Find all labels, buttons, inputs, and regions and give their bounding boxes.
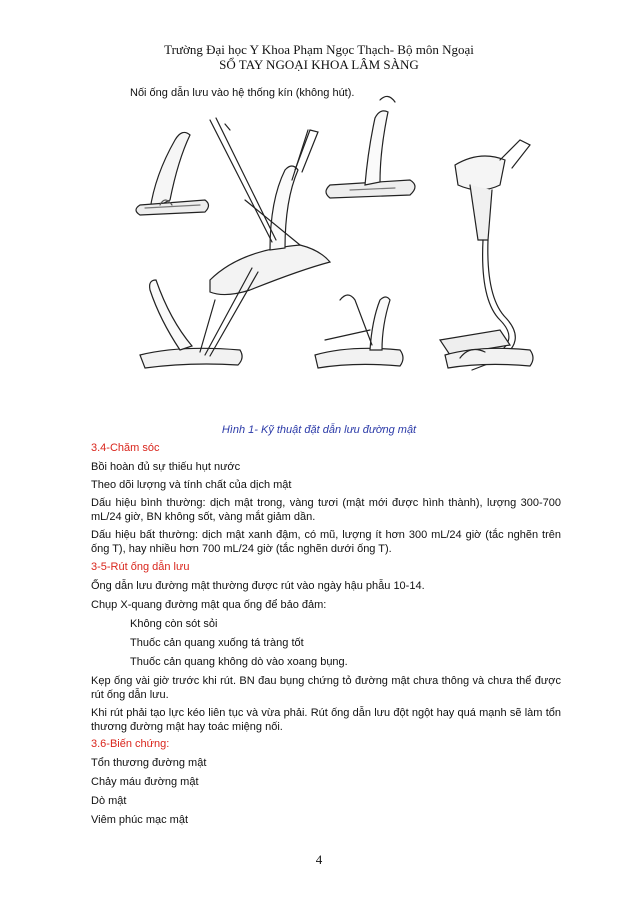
care-item-1: Bồi hoàn đủ sự thiếu hụt nước: [91, 461, 241, 473]
care-item-3: Dấu hiệu bình thường: dịch mật trong, vàng tươi (mật mới được hình thành), lượng 300-700 mL/24 giờ, BN không sốt, vàng mắt giảm dần.: [91, 497, 561, 523]
header-school: Trường Đại học Y Khoa Phạm Ngọc Thạch- Bộ môn Ngoại: [164, 42, 474, 57]
heading-complications: 3.6-Biến chứng:: [91, 738, 170, 750]
removal-item-3: Kẹp ống vài giờ trước khi rút. BN đau bụng chứng tỏ đường mật chưa thông và chưa thể được rút ống dẫn lưu.: [91, 675, 561, 701]
removal-sub-item-2: Thuốc cản quang xuống tá tràng tốt: [130, 637, 304, 649]
removal-item-2: Chụp X-quang đường mật qua ống để bảo đảm:: [91, 599, 327, 611]
removal-sub-item-3: Thuốc cản quang không dò vào xoang bụng.: [130, 656, 348, 668]
panel-tube-in-duct-1: [136, 132, 209, 215]
panel-tube-in-duct-final: [445, 348, 533, 368]
removal-item-4: Khi rút phải tạo lực kéo liên tục và vừa phải. Rút ống dẫn lưu đột ngột hay quá mạnh sẽ làm tổn thương đường mật hay toác miệng nối.: [91, 707, 561, 733]
header-book-title: SỔ TAY NGOẠI KHOA LÂM SÀNG: [219, 57, 419, 72]
intro-text: Nối ống dẫn lưu vào hệ thống kín (không hút).: [130, 87, 355, 99]
page-number: 4: [315, 852, 323, 867]
complication-item-1: Tổn thương đường mật: [91, 757, 207, 769]
complication-item-2: Chảy máu đường mật: [91, 776, 199, 788]
removal-item-1: Ống dẫn lưu đường mật thường được rút vào ngày hậu phẫu 10-14.: [91, 580, 425, 592]
heading-care: 3.4-Chăm sóc: [91, 442, 160, 454]
heading-removal: 3-5-Rút ống dẫn lưu: [91, 561, 190, 573]
removal-sub-item-1: Không còn sót sỏi: [130, 618, 218, 630]
complication-item-4: Viêm phúc mạc mật: [91, 814, 189, 826]
complication-item-3: Dò mật: [91, 795, 127, 807]
panel-tube-with-needle: [315, 295, 403, 368]
care-item-4: Dấu hiệu bất thường: dịch mật xanh đậm, có mũ, lượng ít hơn 300 mL/24 giờ (tắc nghẽn trên ống T), hay nhiều hơn 700 mL/24 giờ (tắc nghẽn dưới ống T).: [91, 529, 561, 555]
panel-tube-sutured-1: [326, 96, 415, 198]
figure-caption: Hình 1- Kỹ thuật đặt dẫn lưu đường mật: [221, 424, 417, 436]
care-item-2: Theo dõi lượng và tính chất của dịch mật: [91, 479, 292, 491]
panel-syringe-connection: [440, 140, 530, 370]
panel-tube-with-forceps: [210, 118, 330, 295]
